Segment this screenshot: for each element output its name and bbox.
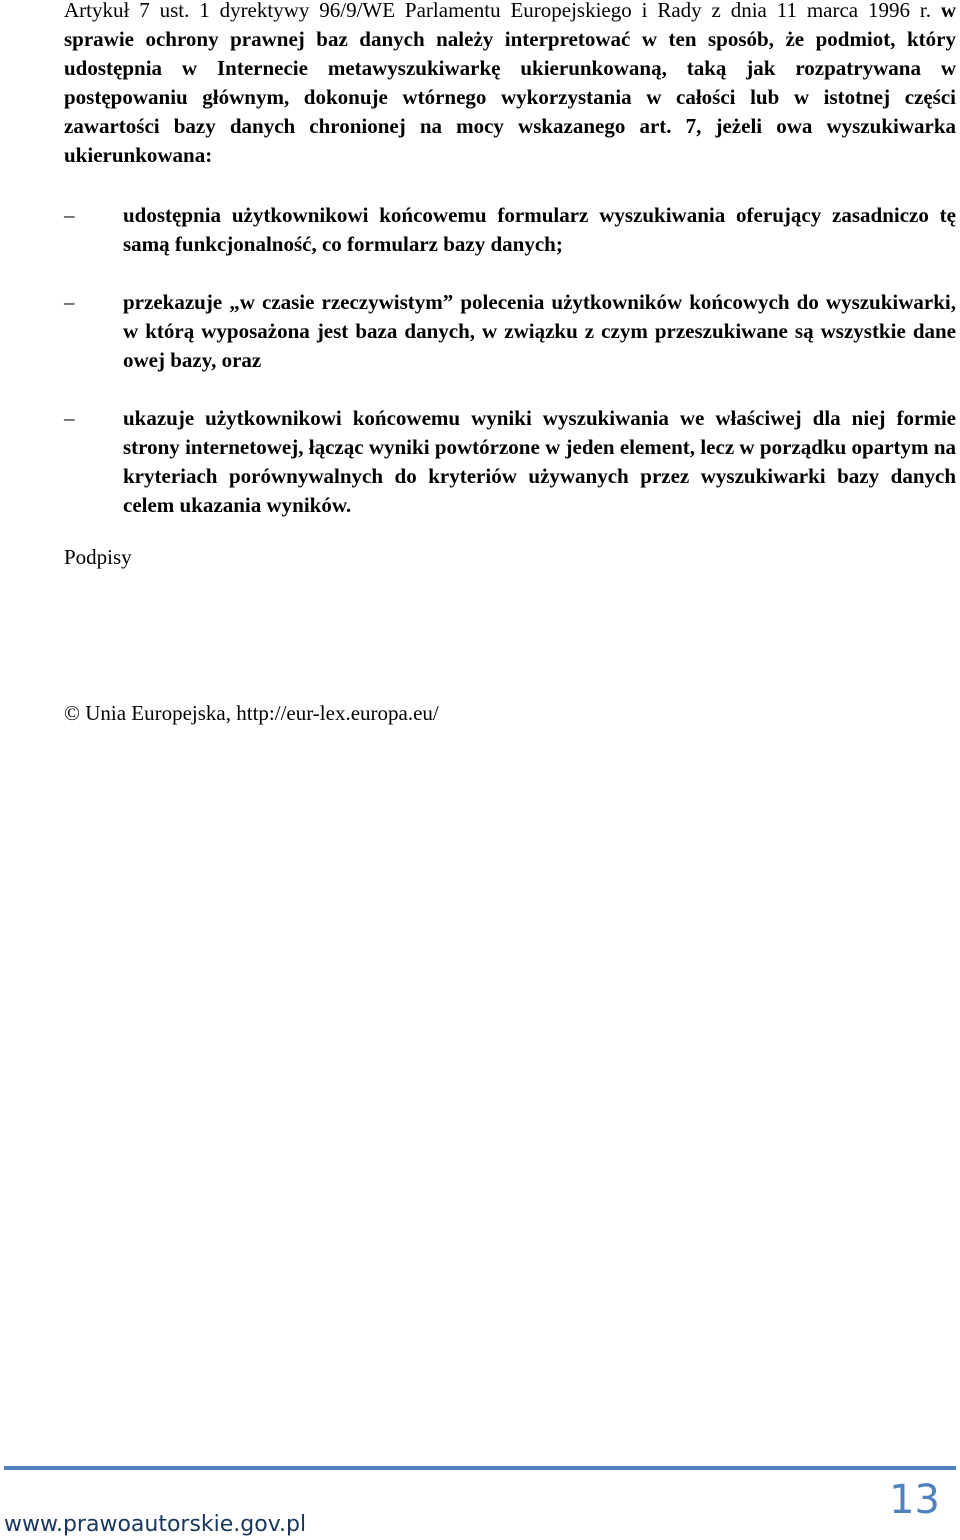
- page-number: 13: [889, 1477, 940, 1523]
- ruling-paragraph: [64, 0, 956, 170]
- footer-website-link[interactable]: www.prawoautorskie.gov.pl: [4, 1512, 307, 1537]
- list-item-text: udostępnia użytkownikowi końcowemu formularz wyszukiwania oferujący zasadniczo tę samą funkcjonalność, co formularz bazy danych;: [123, 203, 956, 256]
- footer-divider: [4, 1466, 956, 1470]
- list-item: [64, 288, 956, 375]
- ruling-text: w sprawie ochrony prawnej baz danych należy interpretować w ten sposób, że podmiot, który udostępnia w Internecie metawyszukiwarkę ukierunkowaną, taką jak rozpatrywana w postępowaniu głównym, dokonuje wtórnego wykorzystania w całości lub w istotnej części zawartości bazy danych chronionej na mocy wskazanego art. 7, jeżeli owa wyszukiwarka ukierunkowana:: [64, 0, 956, 167]
- dash-bullet: –: [64, 203, 75, 227]
- dash-bullet: –: [64, 290, 75, 314]
- signatures-label: Podpisy: [64, 545, 132, 569]
- article-reference: Artykuł 7 ust. 1 dyrektywy 96/9/WE Parlamentu Europejskiego i Rady z dnia 11 marca 1996 r.: [64, 0, 931, 22]
- list-item: [64, 404, 956, 520]
- list-item-text: przekazuje „w czasie rzeczywistym” polecenia użytkowników końcowych do wyszukiwarki, w którą wyposażona jest baza danych, w związku z czym przeszukiwane są wszystkie dane owej bazy, oraz: [123, 290, 956, 372]
- list-item-text: ukazuje użytkownikowi końcowemu wyniki wyszukiwania we właściwej dla niej formie strony internetowej, łącząc wyniki powtórzone w jeden element, lecz w porządku opartym na kryteriach porównywalnych do kryteriów używanych przez wyszukiwarki bazy danych celem ukazania wyników.: [123, 406, 956, 517]
- dash-bullet: –: [64, 406, 75, 430]
- copyright-notice: © Unia Europejska, http://eur-lex.europa.eu/: [64, 701, 439, 725]
- list-item: [64, 201, 956, 259]
